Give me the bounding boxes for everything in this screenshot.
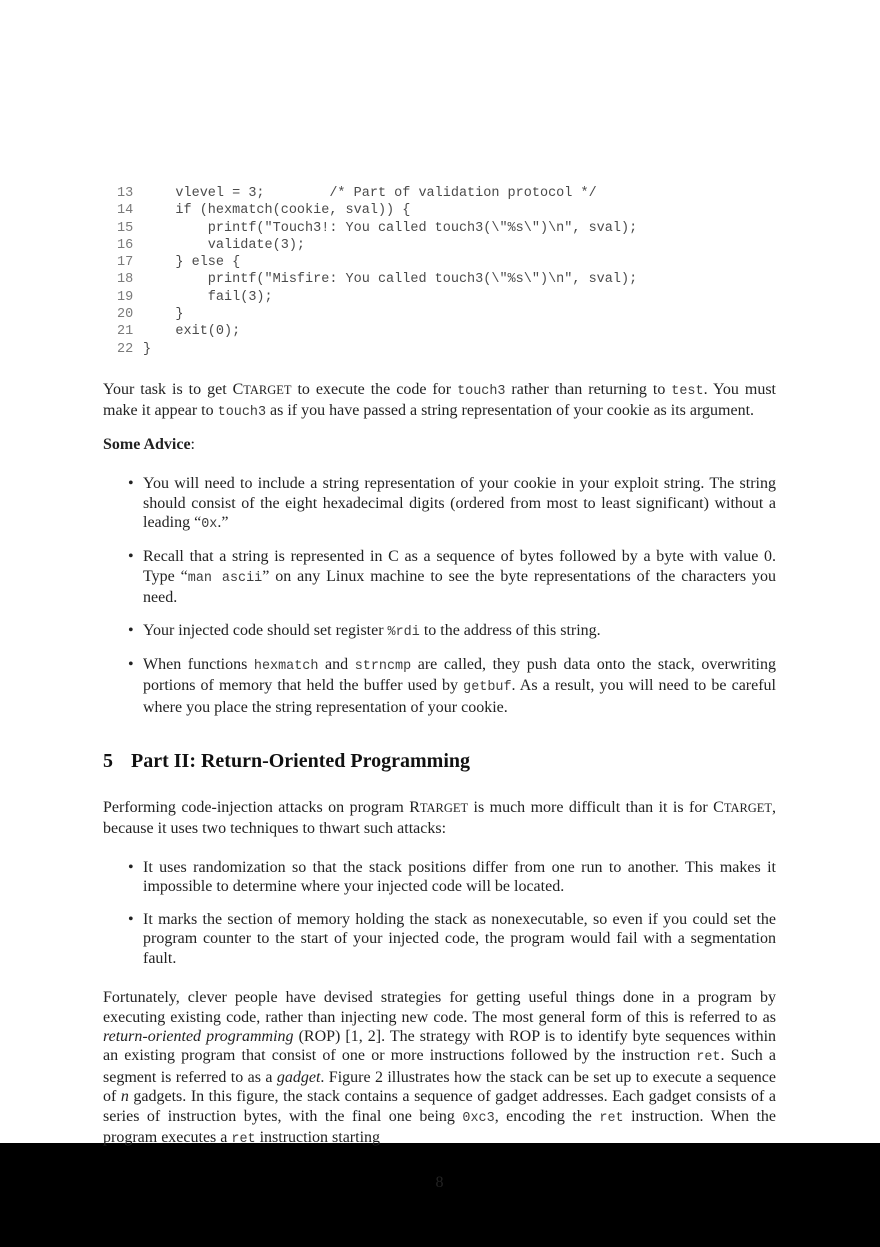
code-text: printf("Misfire: You called touch3(\"%s\")\n", sval); bbox=[143, 272, 638, 288]
text-segment: TARGET bbox=[419, 801, 469, 816]
text-segment: Your injected code should set register bbox=[143, 621, 388, 639]
text-segment: Some Advice bbox=[103, 435, 191, 453]
text-segment: instruction starting bbox=[255, 1128, 381, 1146]
code-line bbox=[117, 289, 776, 306]
text-segment: When functions bbox=[143, 656, 254, 674]
defense-item bbox=[128, 858, 776, 897]
text-segment: to the address of this string. bbox=[419, 621, 601, 639]
bullet-icon: • bbox=[128, 910, 134, 928]
code-text: } else { bbox=[143, 255, 241, 271]
text-segment: n bbox=[120, 1088, 129, 1106]
text-segment: gadgets. In this figure, the stack contains a sequence of gadget addresses. Each gadget consists of a series of instruction bytes, with the final one being bbox=[103, 1088, 777, 1125]
advice-item bbox=[128, 474, 776, 534]
text-segment: . You must make it appear to bbox=[103, 380, 776, 420]
code-text: if (hexmatch(cookie, sval)) { bbox=[143, 203, 411, 219]
text-segment: .” bbox=[217, 514, 229, 531]
code-listing bbox=[117, 185, 776, 358]
text-segment: (ROP) [1, 2]. The strategy with ROP is to identify byte sequences within an existing program that consist of one or more instructions followed by the instruction bbox=[103, 1027, 777, 1065]
paragraph-rop bbox=[103, 988, 776, 1149]
bullet-icon: • bbox=[128, 656, 134, 674]
defense-item-text bbox=[143, 859, 776, 895]
text-segment: 0x bbox=[201, 517, 218, 532]
text-segment: gadget bbox=[276, 1068, 321, 1086]
text-segment: as if you have passed a string representation of your cookie as its argument. bbox=[266, 402, 755, 420]
line-number: 19 bbox=[117, 289, 134, 305]
some-advice-label bbox=[103, 435, 776, 454]
section-heading bbox=[103, 749, 776, 773]
advice-item bbox=[128, 547, 776, 607]
text-segment: TARGET bbox=[243, 382, 292, 397]
line-number: 13 bbox=[117, 186, 134, 201]
text-segment: You will need to include a string representation of your cookie in your exploit string. The string should consist of the eight hexadecimal digits (ordered from most to least significant) without a leading “ bbox=[143, 475, 776, 531]
bullet-icon: • bbox=[128, 548, 134, 566]
bullet-icon: • bbox=[128, 475, 134, 493]
paragraph-intro bbox=[103, 798, 776, 838]
code-text: printf("Touch3!: You called touch3(\"%s\")\n", sval); bbox=[143, 220, 638, 236]
text-segment: and bbox=[318, 656, 355, 674]
code-text: exit(0); bbox=[143, 324, 241, 340]
text-segment: C bbox=[713, 799, 724, 817]
text-segment: It marks the section of memory holding the stack as nonexecutable, so even if you could set the program counter to the start of your injected code, the program would fail with a segmentation fault. bbox=[143, 910, 776, 967]
text-segment: hexmatch bbox=[253, 659, 319, 675]
text-segment: , encoding the bbox=[494, 1107, 600, 1125]
line-number: 18 bbox=[117, 272, 134, 288]
line-number: 14 bbox=[117, 203, 134, 219]
defense-item bbox=[128, 910, 776, 968]
text-segment: R bbox=[409, 799, 420, 817]
page-number: 8 bbox=[435, 1174, 444, 1192]
code-text: fail(3); bbox=[143, 289, 273, 305]
text-segment: Recall that a string is represented in C as a sequence of bytes followed by a byte with value 0. Type “ bbox=[143, 548, 776, 585]
text-segment: ret bbox=[231, 1131, 256, 1147]
defense-list bbox=[128, 858, 776, 968]
text-segment: strncmp bbox=[354, 659, 412, 675]
code-line bbox=[117, 237, 776, 254]
line-number: 15 bbox=[117, 220, 134, 236]
text-segment: touch3 bbox=[457, 383, 506, 399]
text-segment: man ascii bbox=[187, 570, 263, 586]
code-line bbox=[117, 271, 776, 288]
text-segment: ” on any Linux machine to see the byte representations of the characters you need. bbox=[143, 567, 777, 607]
bullet-icon: • bbox=[128, 859, 134, 877]
text-segment: are called, they push data onto the stack, overwriting portions of memory that held the buffer used by bbox=[143, 656, 776, 695]
code-text: } bbox=[143, 307, 184, 323]
code-line bbox=[117, 323, 776, 340]
code-line bbox=[117, 254, 776, 271]
text-segment: touch3 bbox=[217, 405, 267, 421]
text-segment: . Figure 2 illustrates how the stack can be set up to execute a sequence of bbox=[103, 1068, 776, 1106]
line-number: 16 bbox=[117, 237, 134, 253]
section-number: 5 bbox=[103, 750, 113, 773]
section-title: Part II: Return-Oriented Programming bbox=[131, 750, 471, 773]
advice-item-text bbox=[143, 656, 776, 716]
text-segment: TARGET bbox=[723, 801, 773, 816]
text-segment: 0xc3 bbox=[462, 1110, 495, 1126]
text-segment: ret bbox=[599, 1110, 624, 1126]
line-number: 21 bbox=[117, 324, 134, 340]
code-text: validate(3); bbox=[143, 237, 306, 253]
paragraph-task bbox=[103, 380, 776, 423]
text-segment: . Such a segment is referred to as a bbox=[103, 1047, 776, 1086]
line-number: 20 bbox=[117, 307, 134, 323]
advice-item bbox=[128, 621, 776, 642]
text-segment: instruction. When the program executes a bbox=[103, 1107, 776, 1146]
code-line bbox=[117, 185, 776, 202]
advice-item-text bbox=[143, 622, 601, 639]
code-line bbox=[117, 220, 776, 237]
text-segment: . As a result, you will need to be careful where you place the string representation of your cookie. bbox=[143, 677, 776, 716]
text-segment: : bbox=[190, 435, 195, 453]
bullet-icon: • bbox=[128, 621, 134, 639]
advice-item-text bbox=[143, 475, 776, 531]
advice-list bbox=[128, 474, 776, 717]
text-segment: %rdi bbox=[387, 624, 420, 640]
text-segment: , because it uses two techniques to thwart such attacks: bbox=[103, 799, 777, 837]
text-segment: Performing code-injection attacks on program bbox=[103, 799, 410, 817]
advice-item bbox=[128, 655, 776, 717]
code-line bbox=[117, 202, 776, 219]
text-segment: getbuf bbox=[463, 680, 512, 696]
code-text: vlevel = 3; /* Part of validation protocol */ bbox=[143, 186, 597, 201]
text-segment: to execute the code for bbox=[291, 380, 458, 398]
code-text: } bbox=[143, 341, 152, 357]
defense-item-text bbox=[143, 911, 776, 967]
text-segment: C bbox=[232, 380, 244, 398]
text-segment: ret bbox=[696, 1050, 721, 1066]
text-segment: return-oriented programming bbox=[103, 1027, 294, 1045]
line-number: 22 bbox=[117, 341, 134, 357]
code-line bbox=[117, 306, 776, 323]
text-segment: test bbox=[671, 383, 704, 399]
text-segment: Fortunately, clever people have devised strategies for getting useful things done in a program by executing existing code, rather than injecting new code. The most general form of this is referred to as bbox=[103, 989, 776, 1026]
text-segment: Your task is to get bbox=[103, 380, 233, 398]
text-segment: rather than returning to bbox=[505, 380, 672, 398]
code-line bbox=[117, 341, 776, 358]
text-segment: is much more difficult than it is for bbox=[468, 799, 714, 817]
advice-item-text bbox=[143, 548, 776, 606]
line-number: 17 bbox=[117, 255, 134, 271]
page-content bbox=[103, 0, 776, 1193]
text-segment: It uses randomization so that the stack positions differ from one run to another. This makes it impossible to determine where your injected code will be located. bbox=[143, 859, 776, 896]
